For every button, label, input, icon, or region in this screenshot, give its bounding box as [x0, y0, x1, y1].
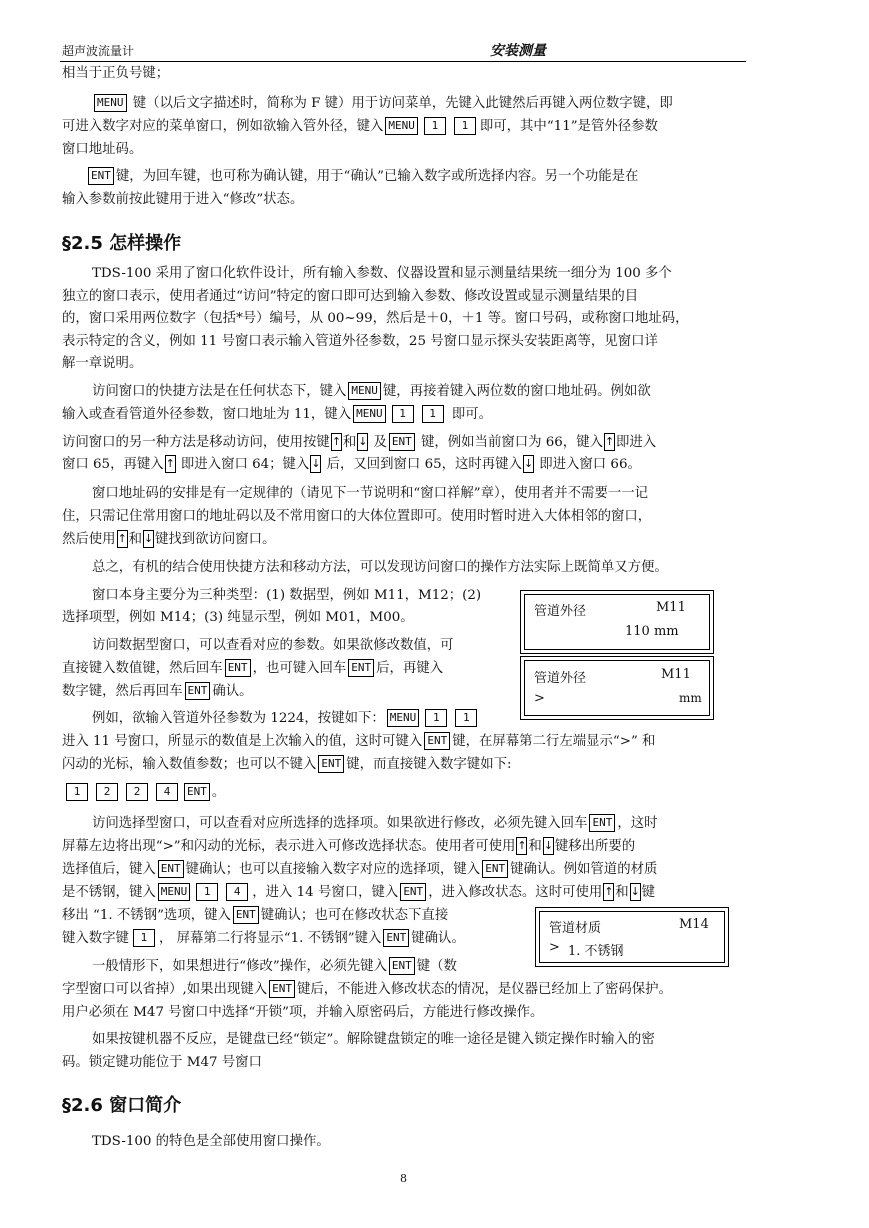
page-number: 8	[400, 1172, 407, 1185]
p14-line1: 如果按键机器不反应，是键盘已经“锁定”。解除键盘锁定的唯一途径是键入锁定操作时输入的密	[92, 1032, 655, 1047]
p2-line1: MENU 键（以后文字描述时，简称为 F 键）用于访问菜单，先键入此键然后再键入两位数字键，即	[92, 94, 673, 114]
p4-line3: 的，窗口采用两位数字（包括*号）编号，从 00~99，然后是＋0，＋1 等。窗口号码，或称窗口地址码，	[62, 311, 689, 326]
p12-line4: 是不锈钢，键入 MENU 1 4 ，进入 14 号窗口，键入 ENT ，进入修改状态。这时可使用 ↑ 和 ↓ 键	[62, 885, 656, 900]
p11-line2: 进入 11 号窗口，所显示的数值是上次输入的值，这时可键入 ENT 键，在屏幕第二行左端显示“>” 和	[62, 734, 656, 749]
p3-line2: 输入参数前按此键用于进入“修改”状态。	[62, 192, 304, 207]
p15-line1: TDS-100 的特色是全部使用窗口操作。	[92, 1134, 330, 1149]
p12-line1: 访问选择型窗口，可以查看对应所选择的选择项。如果欲进行修改，必须先键入回车 ENT ，这时	[92, 816, 658, 831]
p7-line1: 窗口地址码的安排是有一定规律的（请见下一节说明和“窗口祥解”章），使用者并不需要一一记	[92, 486, 649, 501]
p10-line2: 直接键入数值键，然后回车 ENT ，也可键入回车 ENT 后，再键入	[62, 661, 444, 676]
section-2-6-title: §2.6 窗口简介	[62, 1095, 182, 1116]
ent-key: ENT	[88, 167, 114, 185]
menu-key: MENU	[94, 94, 127, 112]
p11-key-sequence: 1 2 2 4 ENT 。	[62, 783, 225, 803]
p8-line1: 总之，有机的结合使用快捷方法和移动方法，可以发现访问窗口的操作方法实际上既简单又方便。	[92, 560, 668, 575]
p12-line2: 屏幕左边将出现“>”和闪动的光标，表示进入可修改选择状态。使用者可使用 ↑ 和 ↓ 键移出所要的	[62, 839, 636, 854]
p10-line1: 访问数据型窗口，可以查看对应的参数。如果欲修改数值，可	[92, 638, 454, 653]
p7-line3: 然后使用 ↑ 和 ↓ 键找到欲访问窗口。	[62, 532, 276, 547]
p4-line5: 解一章说明。	[62, 356, 143, 371]
p2-line2: 可进入数字对应的菜单窗口，例如欲输入管外径，键入 MENU 1 1 即可，其中“11”是管外径参数	[62, 119, 658, 134]
p9-line1: 窗口本身主要分为三种类型：(1) 数据型，例如 M11，M12；(2)	[92, 588, 482, 603]
p6-line2: 窗口 65，再键入 ↑ 即进入窗口 64；键入 ↓ 后，又回到窗口 65，这时再键入 ↓ 即进入窗口 66。	[62, 457, 641, 472]
lcd-display-m11-value: 管道外径 M11 110 mm	[520, 590, 714, 654]
p7-line2: 住，只需记住常用窗口的地址码以及不常用窗口的大体位置即可。使用时暂时进入大体相邻的窗口，	[62, 509, 652, 524]
p4-line1: TDS-100 采用了窗口化软件设计，所有输入参数、仪器设置和显示测量结果统一细分为 100 多个	[92, 266, 672, 281]
p13-line1: 一般情形下，如果想进行“修改”操作，必须先键入 ENT 键（数	[92, 959, 457, 974]
p10-line3: 数字键，然后再回车 ENT 确认。	[62, 684, 253, 699]
p1-line: 相当于正负号键；	[62, 66, 170, 81]
section-2-5-title: §2.5 怎样操作	[62, 233, 182, 254]
p4-line4: 表示特定的含义，例如 11 号窗口表示输入管道外径参数，25 号窗口显示探头安装距离等，见窗口详	[62, 334, 658, 349]
header-right: 安装测量	[490, 43, 546, 59]
p11-line1: 例如，欲输入管道外径参数为 1224，按键如下： MENU 1 1	[92, 709, 481, 729]
p12-line3: 选择值后，键入 ENT 键确认；也可以直接输入数字对应的选择项，键入 ENT 键确认。例如管道的材质	[62, 862, 658, 877]
p11-line3: 闪动的光标，输入数值参数；也可以不键入 ENT 键，而直接键入数字键如下:	[62, 757, 512, 772]
p14-line2: 码。锁定键功能位于 M47 号窗口	[62, 1055, 262, 1070]
p12-line5: 移出 “1. 不锈钢”选项，键入 ENT 键确认；也可在修改状态下直接	[62, 908, 449, 923]
down-arrow-key: ↓	[357, 433, 368, 451]
p5-line1: 访问窗口的快捷方法是在任何状态下，键入 MENU 键，再接着键入两位数的窗口地址码。例如欲	[92, 384, 651, 399]
lcd-display-m11-edit: 管道外径 M11 > mm	[520, 656, 714, 720]
header-rule	[60, 61, 746, 62]
p12-line6: 键入数字键 1 ， 屏幕第二行将显示“1. 不锈钢”键入 ENT 键确认。	[62, 931, 465, 946]
p6-line1: 访问窗口的另一种方法是移动访问，使用按键 ↑ 和 ↓ 及 ENT 键，例如当前窗口为 66，键入 ↑ 即进入	[62, 435, 657, 450]
p9-line2: 选择项型，例如 M14；(3) 纯显示型，例如 M01，M00。	[62, 610, 414, 625]
header-left: 超声波流量计	[62, 44, 135, 58]
p13-line2: 字型窗口可以省掉）,如果出现键入 ENT 键后，不能进入修改状态的情况，是仪器已经加上了密码保护。	[62, 982, 672, 997]
up-arrow-key: ↑	[331, 433, 342, 451]
p3-line1: ENT 键，为回车键，也可称为确认键，用于“确认”已输入数字或所选择内容。另一个功能是在	[86, 167, 638, 187]
lcd-display-m14: 管道材质 M14 > 1. 不锈钢	[535, 907, 729, 967]
p4-line2: 独立的窗口表示，使用者通过“访问”特定的窗口即可达到输入参数、修改设置或显示测量结果的目	[62, 289, 639, 304]
p5-line2: 输入或查看管道外径参数，窗口地址为 11，键入 MENU 1 1 即可。	[62, 407, 493, 422]
p2-line3: 窗口地址码。	[62, 142, 143, 157]
p13-line3: 用户必须在 M47 号窗口中选择“开锁”项，并输入原密码后，方能进行修改操作。	[62, 1005, 544, 1020]
